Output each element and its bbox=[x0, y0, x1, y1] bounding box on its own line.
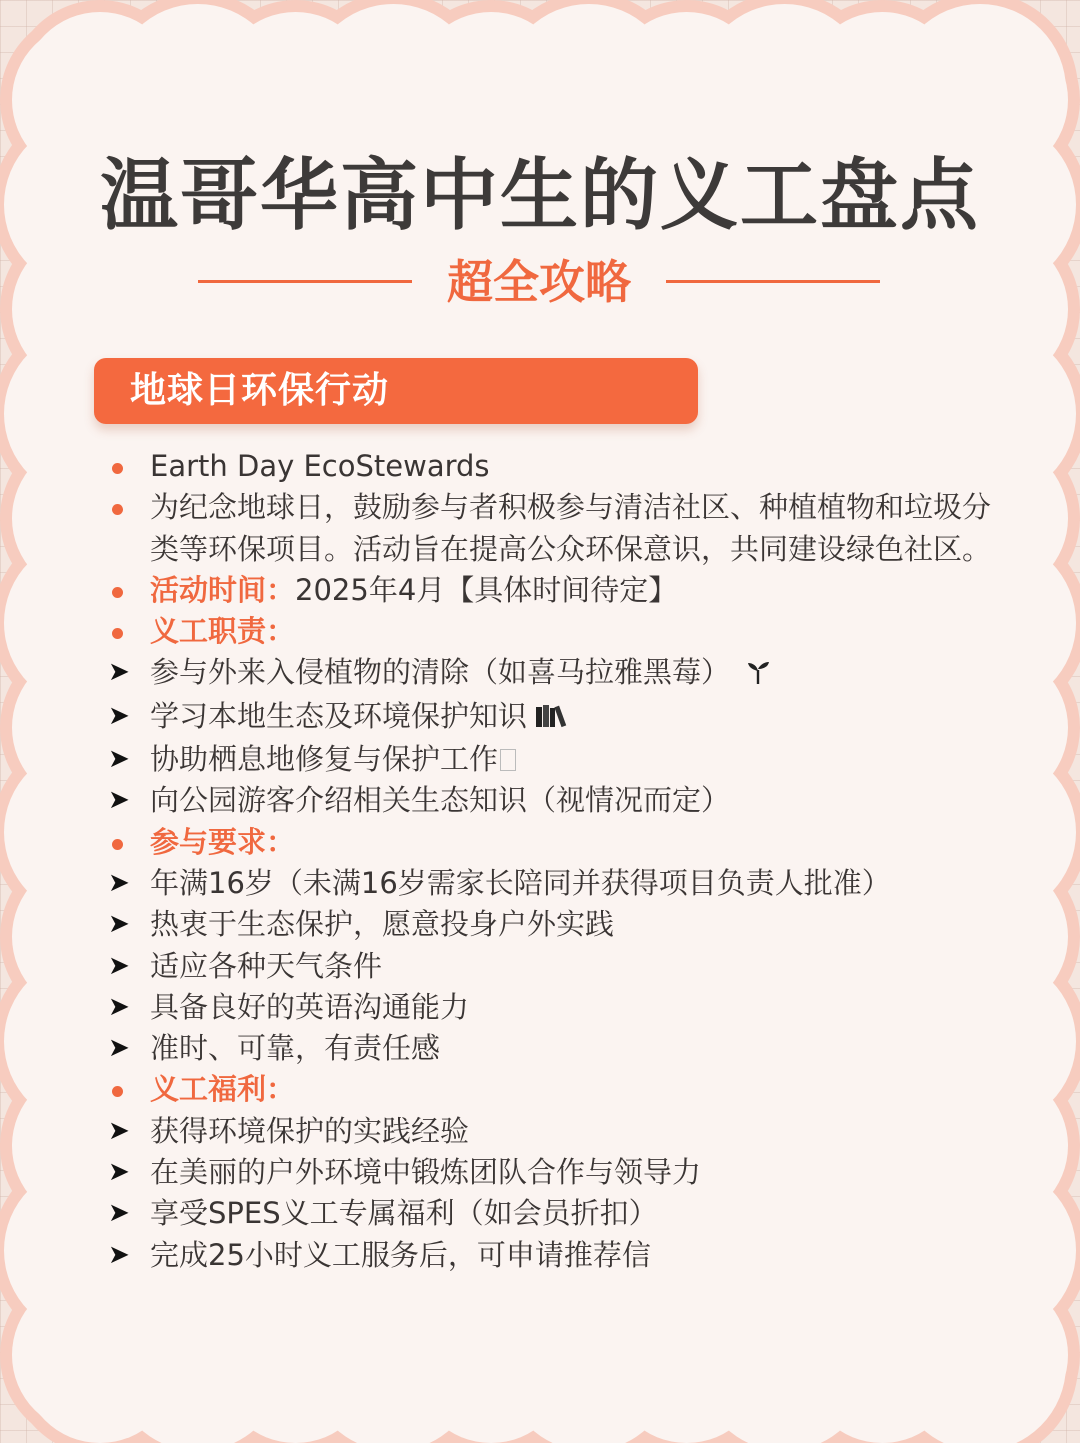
requirement-item bbox=[104, 904, 1004, 945]
requirement-item bbox=[104, 946, 1004, 987]
arrow-bullet-icon: ➤ bbox=[108, 785, 130, 816]
list-item-name bbox=[104, 446, 1004, 487]
arrow-bullet-icon: ➤ bbox=[108, 867, 130, 898]
benefit-item bbox=[104, 1152, 1004, 1193]
arrow-bullet-icon: ➤ bbox=[108, 1157, 130, 1188]
dot-bullet-icon bbox=[108, 487, 138, 528]
benefit-item bbox=[104, 1111, 1004, 1152]
sprout-icon bbox=[739, 660, 771, 688]
event-description: 为纪念地球日，鼓励参与者积极参与清洁社区、种植植物和垃圾分类等环保项目。活动旨在提高公众环保意识，共同建设绿色社区。 bbox=[150, 490, 992, 566]
dot-bullet-icon bbox=[108, 1069, 138, 1110]
subtitle: 超全攻略 bbox=[447, 255, 631, 309]
list-item-benefits-heading bbox=[104, 1069, 1004, 1110]
requirement-text: 适应各种天气条件 bbox=[150, 948, 383, 983]
missing-glyph-icon bbox=[500, 749, 516, 771]
subtitle-divider-right bbox=[666, 280, 880, 283]
dot-bullet-icon bbox=[108, 446, 138, 487]
arrow-bullet-icon: ➤ bbox=[108, 657, 130, 688]
duty-item bbox=[104, 780, 1004, 821]
requirement-item bbox=[104, 987, 1004, 1028]
benefit-text: 获得环境保护的实践经验 bbox=[150, 1113, 470, 1148]
time-value: 2025年4月【具体时间待定】 bbox=[295, 572, 678, 607]
time-label: 活动时间： bbox=[150, 572, 296, 607]
arrow-bullet-icon: ➤ bbox=[108, 909, 130, 940]
arrow-bullet-icon: ➤ bbox=[108, 991, 130, 1022]
requirement-text: 准时、可靠，有责任感 bbox=[150, 1031, 441, 1066]
requirements-label: 参与要求： bbox=[150, 824, 296, 859]
section-title: 地球日环保行动 bbox=[130, 370, 390, 411]
duty-text: 参与外来入侵植物的清除（如喜马拉雅黑莓） bbox=[150, 655, 731, 690]
duty-item bbox=[104, 739, 1004, 780]
benefit-text: 在美丽的户外环境中锻炼团队合作与领导力 bbox=[150, 1155, 702, 1190]
requirement-text: 具备良好的英语沟通能力 bbox=[150, 989, 470, 1024]
arrow-bullet-icon: ➤ bbox=[108, 744, 130, 775]
subtitle-divider-left bbox=[198, 280, 412, 283]
arrow-bullet-icon: ➤ bbox=[108, 700, 130, 731]
page-title: 温哥华高中生的义工盘点 bbox=[99, 151, 980, 241]
list-item-duties-heading bbox=[104, 611, 1004, 652]
duty-text: 向公园游客介绍相关生态知识（视情况而定） bbox=[150, 783, 731, 818]
subtitle-row bbox=[0, 250, 1080, 314]
arrow-bullet-icon: ➤ bbox=[108, 1198, 130, 1229]
arrow-bullet-icon: ➤ bbox=[108, 950, 130, 981]
list-item-time bbox=[104, 570, 1004, 611]
event-name: Earth Day EcoStewards bbox=[150, 449, 490, 483]
list-item-description bbox=[104, 487, 1004, 570]
duty-text: 学习本地生态及环境保护知识 bbox=[150, 698, 528, 733]
requirement-item bbox=[104, 863, 1004, 904]
benefit-text: 享受SPES义工专属福利（如会员折扣） bbox=[150, 1196, 658, 1231]
benefit-item bbox=[104, 1193, 1004, 1234]
duty-item bbox=[104, 696, 1004, 739]
requirement-text: 热衷于生态保护，愿意投身户外实践 bbox=[150, 907, 615, 942]
arrow-bullet-icon: ➤ bbox=[108, 1033, 130, 1064]
section-banner bbox=[94, 358, 698, 424]
requirement-item bbox=[104, 1028, 1004, 1069]
books-icon bbox=[527, 704, 567, 732]
duty-text: 协助栖息地修复与保护工作 bbox=[150, 742, 499, 777]
duties-label: 义工职责： bbox=[150, 614, 296, 649]
benefit-text: 完成25小时义工服务后，可申请推荐信 bbox=[150, 1237, 651, 1272]
list-item-requirements-heading bbox=[104, 822, 1004, 863]
dot-bullet-icon bbox=[108, 570, 138, 611]
arrow-bullet-icon: ➤ bbox=[108, 1115, 130, 1146]
benefits-label: 义工福利： bbox=[150, 1072, 296, 1107]
requirement-text: 年满16岁（未满16岁需家长陪同并获得项目负责人批准） bbox=[150, 865, 891, 900]
dot-bullet-icon bbox=[108, 822, 138, 863]
dot-bullet-icon bbox=[108, 611, 138, 652]
content-list bbox=[104, 446, 1004, 1276]
benefit-item bbox=[104, 1235, 1004, 1276]
duty-item bbox=[104, 652, 1004, 695]
arrow-bullet-icon: ➤ bbox=[108, 1239, 130, 1270]
